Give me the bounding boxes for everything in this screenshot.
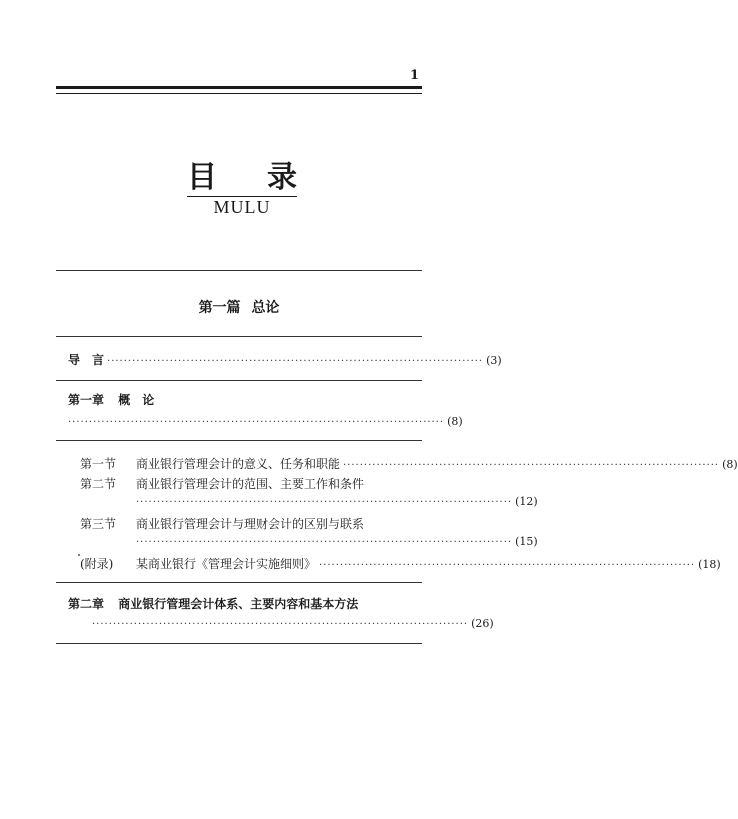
section-divider xyxy=(56,270,422,271)
chapter-number: 第二章 xyxy=(68,597,105,611)
page-number: 1 xyxy=(409,68,419,83)
toc-entry-page: (18) xyxy=(698,558,721,571)
section-number: 第三节 xyxy=(80,517,117,531)
toc-entry-intro[interactable] xyxy=(68,352,502,370)
section-divider xyxy=(56,380,422,381)
toc-entry-page: (3) xyxy=(486,354,502,367)
section-title: 商业银行管理会计的意义、任务和职能 xyxy=(136,457,341,471)
contents-title-char-1: 目 xyxy=(187,160,217,195)
toc-entry-page: (26) xyxy=(471,617,494,630)
appendix-label: (附录) xyxy=(80,557,114,571)
part-label: 第一篇 xyxy=(198,300,241,316)
toc-entry-page: (12) xyxy=(515,495,538,508)
toc-entry-section-2[interactable] xyxy=(136,494,538,511)
toc-entry-section-3[interactable] xyxy=(136,534,538,551)
contents-title xyxy=(187,162,297,194)
section-divider xyxy=(56,336,422,337)
section-number: 第一节 xyxy=(80,457,117,471)
toc-entry-section-3-title[interactable] xyxy=(80,516,364,532)
chapter-title: 商业银行管理会计体系、主要内容和基本方法 xyxy=(118,597,359,611)
leader-dots: ·························································································· xyxy=(68,417,445,428)
leader-dots: ·························································································· xyxy=(343,460,720,471)
leader-dots: ·························································································· xyxy=(92,619,469,630)
toc-entry-page: (8) xyxy=(447,415,463,428)
leader-dots: ·························································································· xyxy=(107,356,484,367)
toc-entry-section-2-title[interactable] xyxy=(80,476,364,492)
part-name: 总论 xyxy=(251,300,280,316)
toc-entry-appendix[interactable] xyxy=(80,556,721,574)
chapter-number: 第一章 xyxy=(68,393,105,407)
toc-entry-section-1[interactable] xyxy=(80,456,738,474)
part-heading xyxy=(56,297,422,317)
appendix-title: 某商业银行《管理会计实施细则》 xyxy=(136,557,317,571)
toc-entry-page: (8) xyxy=(722,458,738,471)
toc-entry-label: 导 言 xyxy=(68,353,105,367)
section-number: 第二节 xyxy=(80,477,117,491)
contents-title-pinyin: MULU xyxy=(213,197,271,217)
toc-entry-chapter-1[interactable] xyxy=(68,414,463,431)
section-title: 商业银行管理会计与理财会计的区别与联系 xyxy=(136,517,365,531)
toc-chapter-1-heading[interactable] xyxy=(68,392,154,408)
leader-dots: ·························································································· xyxy=(319,560,696,571)
header-rule-thin xyxy=(56,93,422,94)
chapter-title: 概 论 xyxy=(118,393,155,407)
toc-entry-page: (15) xyxy=(515,535,538,548)
section-title: 商业银行管理会计的范围、主要工作和条件 xyxy=(136,477,365,491)
toc-chapter-2-heading[interactable] xyxy=(68,596,358,612)
toc-entry-chapter-2[interactable] xyxy=(92,616,494,633)
leader-dots: ·························································································· xyxy=(136,497,513,508)
section-divider xyxy=(56,643,422,644)
section-divider xyxy=(56,440,422,441)
contents-title-char-2: 录 xyxy=(267,160,297,195)
leader-dots: ·························································································· xyxy=(136,537,513,548)
section-divider xyxy=(56,582,422,583)
header-rule-thick xyxy=(56,86,422,89)
